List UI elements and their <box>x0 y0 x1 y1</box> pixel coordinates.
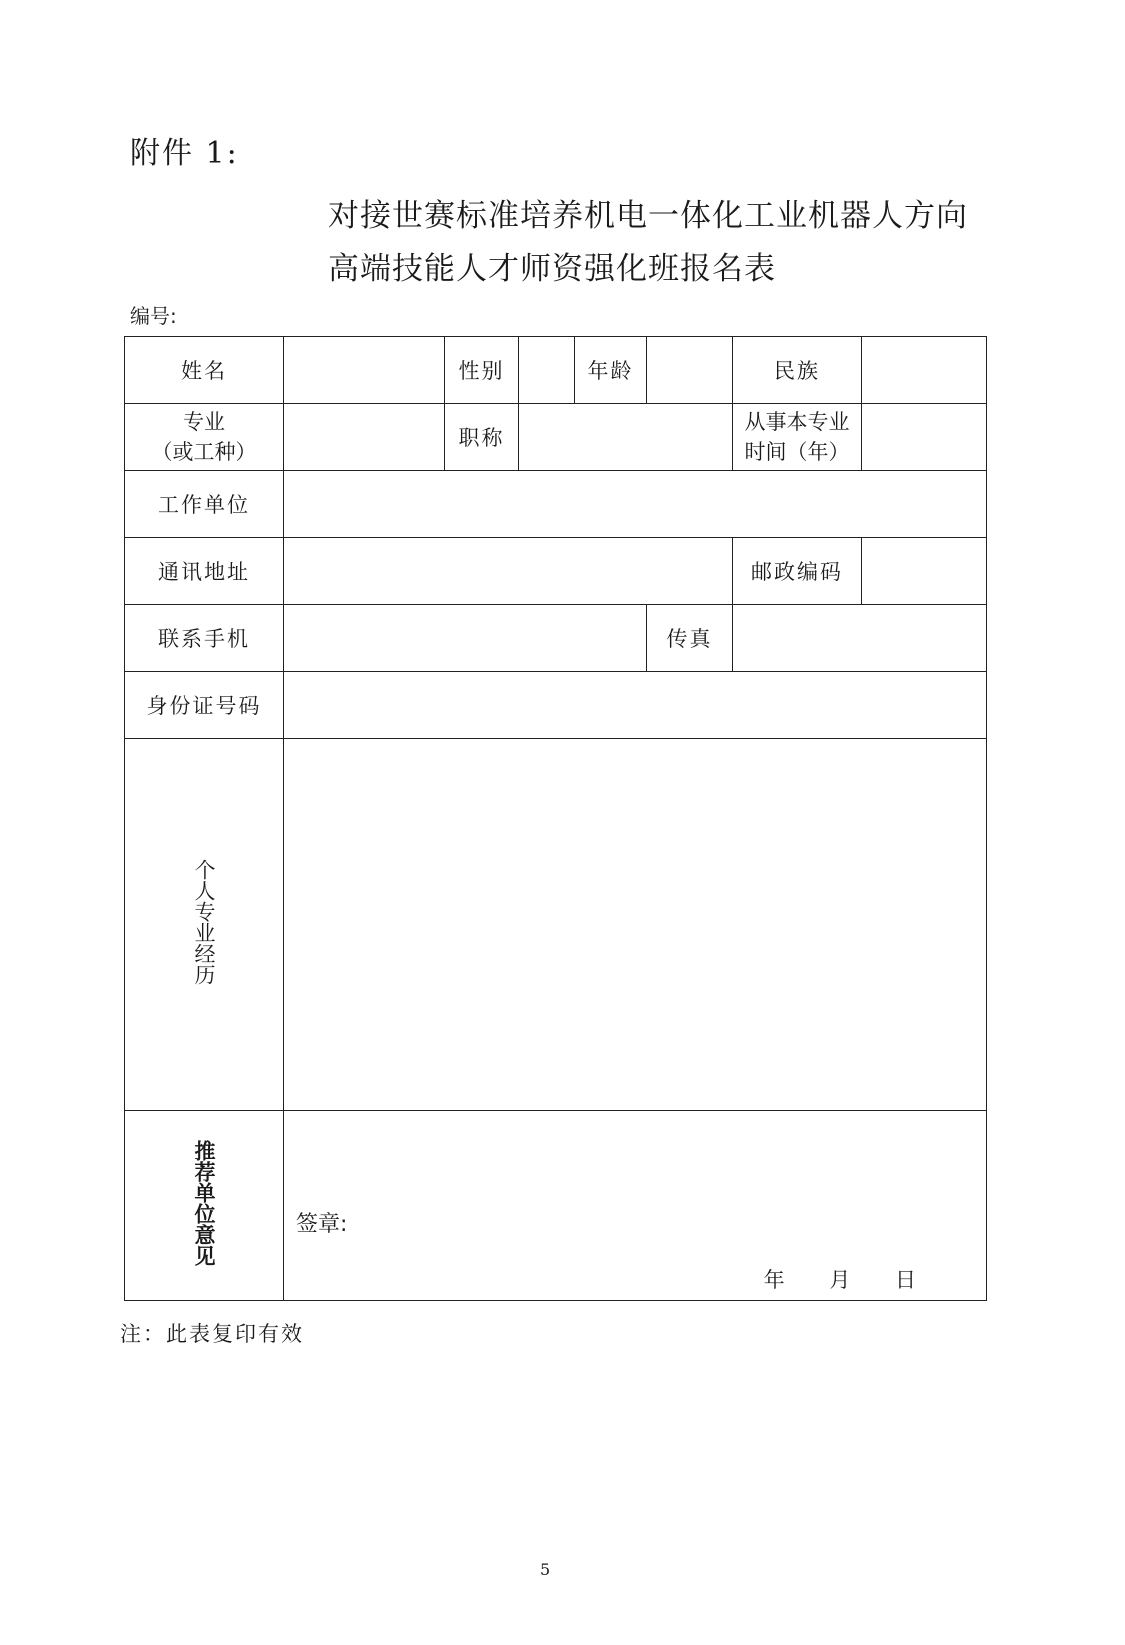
years-label-line-2: 时间（年） <box>744 440 850 464</box>
attachment-label: 附件 1: <box>130 136 239 171</box>
copy-valid-note: 注：此表复印有效 <box>120 1322 304 1346</box>
postcode-field[interactable] <box>862 538 987 605</box>
name-field[interactable] <box>284 337 445 404</box>
address-field[interactable] <box>284 538 733 605</box>
gender-label: 性别 <box>445 337 519 404</box>
signature-label: 签章: <box>296 1212 348 1237</box>
serial-number-label: 编号: <box>130 304 177 328</box>
date-day-label: 日 <box>895 1268 916 1292</box>
experience-label-cell <box>125 739 284 1111</box>
job-title-label: 职称 <box>445 404 519 471</box>
page-number: 5 <box>540 1560 551 1579</box>
name-label: 姓名 <box>125 337 284 404</box>
years-label <box>733 404 862 471</box>
recommendation-label-cell <box>125 1111 284 1301</box>
address-label: 通讯地址 <box>125 538 284 605</box>
years-label-line-1: 从事本专业 <box>744 410 850 434</box>
recommendation-label: 推荐单位意见 <box>192 1140 216 1266</box>
fax-label: 传真 <box>647 605 733 672</box>
job-title-field[interactable] <box>519 404 733 471</box>
ethnicity-label: 民族 <box>733 337 862 404</box>
years-field[interactable] <box>862 404 987 471</box>
postcode-label: 邮政编码 <box>733 538 862 605</box>
age-field[interactable] <box>647 337 733 404</box>
mobile-label: 联系手机 <box>125 605 284 672</box>
date-month-label: 月 <box>829 1268 851 1292</box>
age-label: 年龄 <box>575 337 647 404</box>
date-year-label: 年 <box>763 1268 785 1292</box>
experience-label: 个人专业经历 <box>192 859 216 985</box>
form-title-line-1: 对接世赛标准培养机电一体化工业机器人方向 <box>328 198 968 234</box>
experience-field[interactable] <box>284 739 987 1111</box>
id-number-label: 身份证号码 <box>125 672 284 739</box>
gender-field[interactable] <box>519 337 575 404</box>
employer-label: 工作单位 <box>125 471 284 538</box>
major-field[interactable] <box>284 404 445 471</box>
major-label <box>125 404 284 471</box>
id-number-field[interactable] <box>284 672 987 739</box>
recommendation-field[interactable] <box>284 1111 987 1301</box>
ethnicity-field[interactable] <box>862 337 987 404</box>
mobile-field[interactable] <box>284 605 647 672</box>
form-title-line-2: 高端技能人才师资强化班报名表 <box>328 251 776 287</box>
major-label-line-2: （或工种） <box>151 440 257 464</box>
employer-field[interactable] <box>284 471 987 538</box>
registration-form-table <box>124 336 987 1301</box>
date-line <box>726 1264 916 1294</box>
fax-field[interactable] <box>733 605 987 672</box>
major-label-line-1: 专业 <box>183 410 225 434</box>
